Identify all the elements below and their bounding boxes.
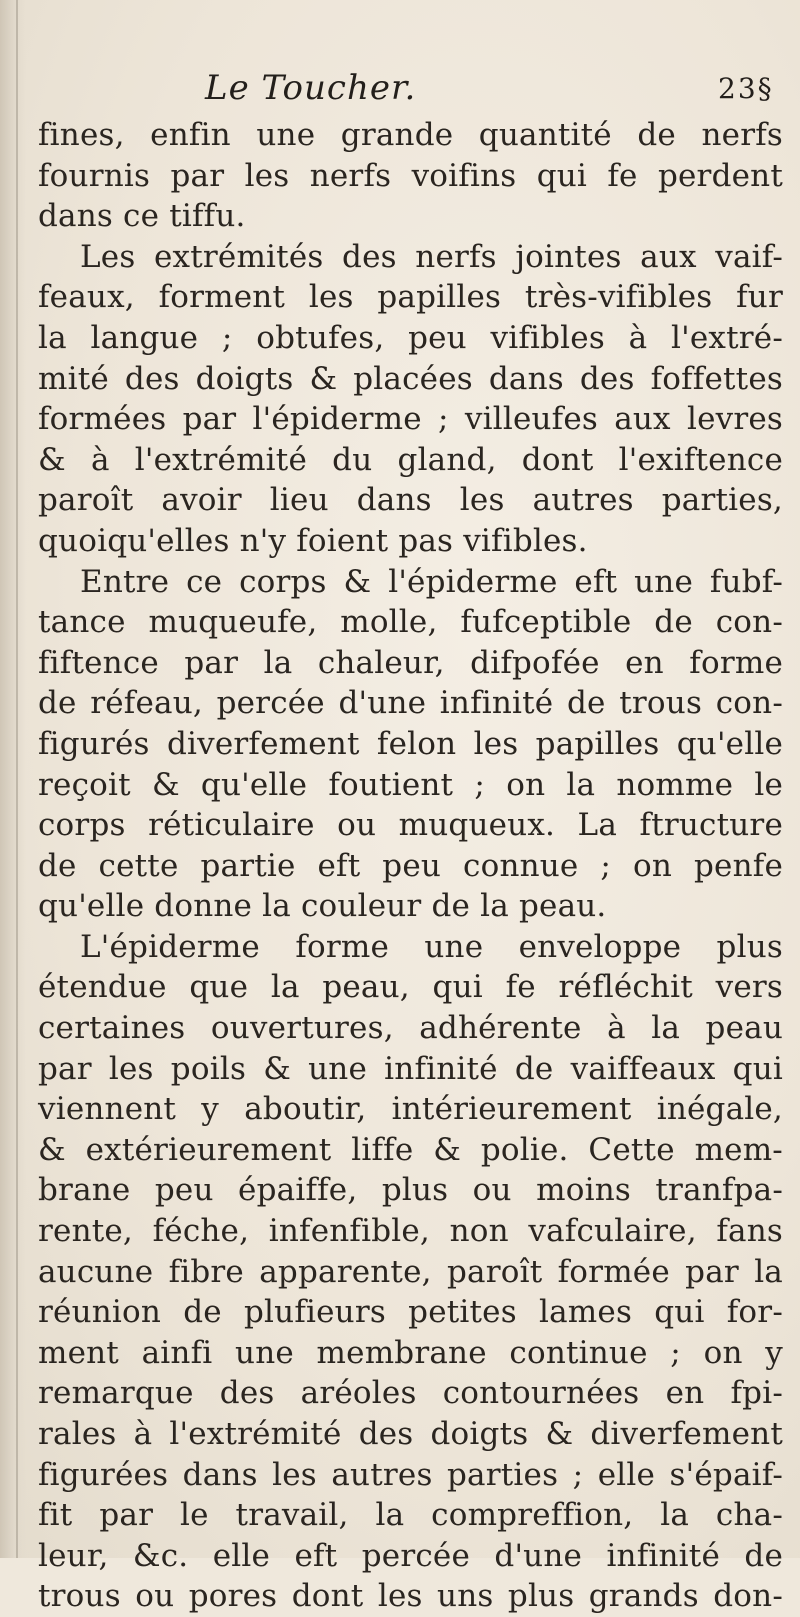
text-line: dans ce tiffu. bbox=[38, 198, 246, 235]
text-line: par les poils & une infinité de vaiffeaux qui bbox=[38, 1050, 783, 1087]
text-line: la langue ; obtufes, peu vifibles à l'extré- bbox=[38, 319, 783, 356]
text-line: leur, &c. elle eft percée d'une infinité de bbox=[38, 1537, 783, 1574]
page-number: 23§ bbox=[718, 72, 774, 105]
text-line: de cette partie eft peu connue ; on penfe bbox=[38, 847, 783, 884]
text-line: rales à l'extrémité des doigts & diverfement bbox=[38, 1416, 783, 1452]
text-line: corps réticulaire ou muqueux. La ftructure bbox=[38, 807, 783, 844]
text-line: tance muqueufe, molle, fufceptible de con- bbox=[38, 604, 783, 641]
text-line: reçoit & qu'elle foutient ; on la nomme le bbox=[38, 766, 783, 803]
text-line: de réfeau, percée d'une infinité de trous con- bbox=[38, 685, 783, 722]
page-edge bbox=[16, 0, 18, 1558]
text-line: ment ainfi une membrane continue ; on y bbox=[38, 1334, 783, 1371]
text-line: formées par l'épiderme ; villeufes aux levres bbox=[38, 401, 783, 438]
text-line: rente, féche, infenfible, non vafculaire, fans bbox=[38, 1213, 783, 1250]
text-line: trous ou pores dont les uns plus grands don- bbox=[38, 1578, 783, 1615]
text-line: mité des doigts & placées dans des foffettes bbox=[38, 360, 783, 397]
text-line: certaines ouvertures, adhérente à la peau bbox=[38, 1010, 783, 1047]
text-line: paroît avoir lieu dans les autres parties, bbox=[38, 482, 783, 519]
text-line: fines, enfin une grande quantité de nerfs bbox=[38, 117, 783, 153]
text-line: L'épiderme forme une enveloppe plus bbox=[80, 928, 783, 965]
text-line: fiftence par la chaleur, difpofée en forme bbox=[38, 644, 783, 681]
text-line: feaux, forment les papilles très-vifibles fur bbox=[38, 279, 783, 316]
text-line: figurés diverfement felon les papilles qu'elle bbox=[38, 725, 783, 762]
text-line: quoiqu'elles n'y foient pas vifibles. bbox=[38, 522, 588, 559]
body-text bbox=[38, 115, 783, 1617]
text-line: Entre ce corps & l'épiderme eft une fubf- bbox=[80, 563, 783, 600]
text-line: fit par le travail, la compreffion, la cha- bbox=[38, 1497, 783, 1534]
page-header bbox=[0, 68, 800, 112]
text-line: qu'elle donne la couleur de la peau. bbox=[38, 888, 607, 925]
spine-shadow bbox=[0, 0, 26, 1558]
running-title: Le Toucher. bbox=[205, 68, 417, 108]
text-line: fournis par les nerfs voifins qui fe perdent bbox=[38, 157, 783, 194]
text-line: remarque des aréoles contournées en fpi- bbox=[38, 1375, 783, 1412]
text-line: figurées dans les autres parties ; elle s'épaif- bbox=[38, 1456, 783, 1493]
text-line: brane peu épaiffe, plus ou moins tranfpa- bbox=[38, 1172, 783, 1209]
text-line: Les extrémités des nerfs jointes aux vaif- bbox=[80, 238, 783, 275]
text-line: aucune fibre apparente, paroît formée par la bbox=[38, 1253, 783, 1290]
text-line: & à l'extrémité du gland, dont l'exiftence bbox=[38, 441, 783, 478]
text-line: & extérieurement liffe & polie. Cette mem- bbox=[38, 1131, 783, 1168]
text-line: viennent y aboutir, intérieurement inégale, bbox=[38, 1091, 783, 1128]
text-line: étendue que la peau, qui fe réfléchit vers bbox=[38, 969, 783, 1006]
text-line: réunion de plufieurs petites lames qui for- bbox=[38, 1294, 783, 1331]
